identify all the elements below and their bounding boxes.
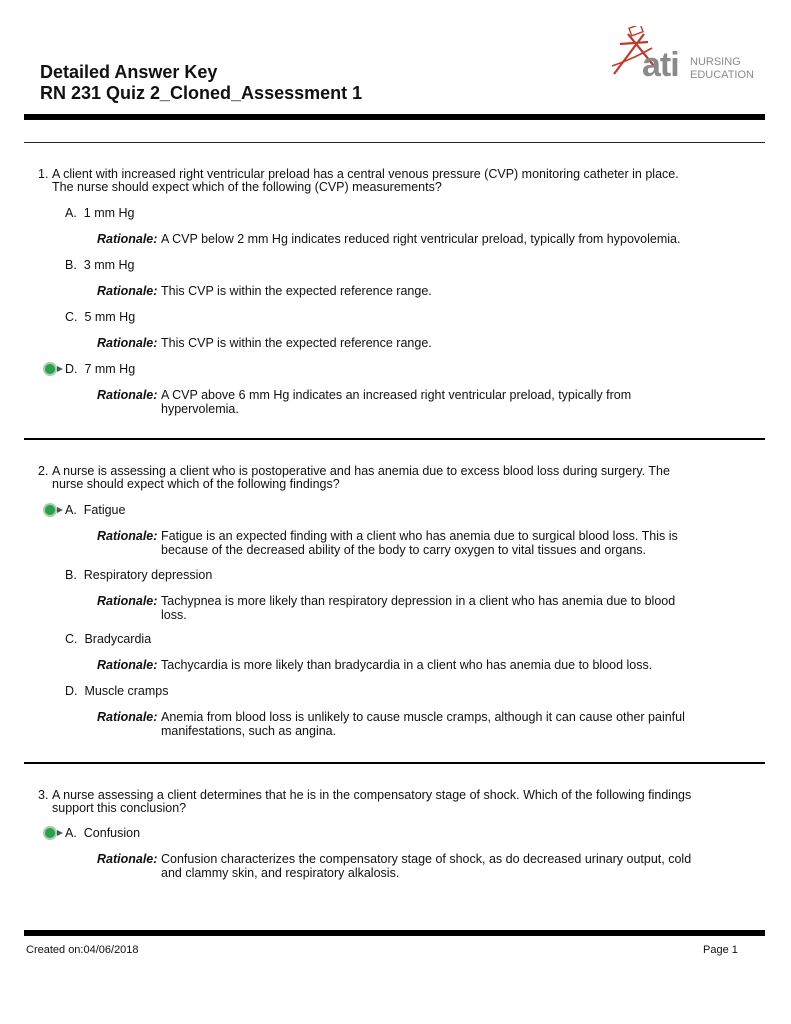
divider [24, 142, 765, 143]
question-text: A nurse is assessing a client who is postoperative and has anemia due to excess blood loss during surgery. The [52, 464, 670, 478]
ati-logo [604, 26, 754, 96]
question-divider [24, 438, 765, 440]
option-text: Fatigue [83, 503, 126, 517]
logo-nursing-text: NURSING [690, 56, 741, 68]
rationale-text: Confusion characterizes the compensatory stage of shock, as do decreased urinary output, cold [161, 852, 692, 866]
rationale [97, 710, 717, 738]
option-letter: D. [65, 684, 78, 698]
footer-rule [24, 930, 765, 936]
option-letter: C. [65, 632, 78, 646]
rationale [97, 388, 717, 416]
rationale-label: Rationale: [97, 284, 158, 298]
option-letter: A. [65, 826, 77, 840]
option-d [65, 684, 169, 698]
rationale-text-cont: hypervolemia. [161, 402, 239, 416]
option-d [65, 362, 135, 376]
rationale-label: Rationale: [97, 658, 158, 672]
question-number: 3. [38, 788, 49, 802]
option-text: 3 mm Hg [83, 258, 135, 272]
option-text: Confusion [83, 826, 141, 840]
rationale-text: This CVP is within the expected reference range. [161, 336, 432, 350]
page-number: Page 1 [703, 944, 738, 956]
rationale-text-cont: manifestations, such as angina. [161, 724, 337, 738]
option-text: 1 mm Hg [83, 206, 135, 220]
header-rule [24, 114, 765, 120]
option-c [65, 632, 151, 646]
question-text: A nurse assessing a client determines that he is in the compensatory stage of shock. Which of the following findings [52, 788, 692, 802]
option-letter: A. [65, 206, 77, 220]
rationale-text: Fatigue is an expected finding with a client who has anemia due to surgical blood loss. This is [161, 529, 678, 543]
option-c [65, 310, 135, 324]
document-title: Detailed Answer Key [40, 62, 218, 82]
rationale-label: Rationale: [97, 232, 158, 246]
rationale-label: Rationale: [97, 710, 158, 724]
rationale-text: Tachycardia is more likely than bradycardia in a client who has anemia due to blood loss. [161, 658, 653, 672]
rationale-label: Rationale: [97, 388, 158, 402]
logo-education-text: EDUCATION [690, 69, 754, 81]
option-a [65, 503, 125, 517]
rationale-label: Rationale: [97, 594, 158, 608]
question-text-cont: nurse should expect which of the following findings? [52, 477, 340, 491]
rationale [97, 852, 717, 880]
option-letter: B. [65, 568, 77, 582]
option-letter: C. [65, 310, 78, 324]
option-b [65, 568, 212, 582]
option-text: 7 mm Hg [84, 362, 136, 376]
logo-ati-text: ati [642, 46, 679, 84]
rationale-text: Anemia from blood loss is unlikely to cause muscle cramps, although it can cause other painful [161, 710, 685, 724]
question-divider [24, 762, 765, 764]
rationale-label: Rationale: [97, 852, 158, 866]
option-letter: A. [65, 503, 77, 517]
rationale-text-cont: because of the decreased ability of the body to carry oxygen to vital tissues and organs. [161, 543, 647, 557]
rationale [97, 594, 717, 622]
question-number: 2. [38, 464, 49, 478]
option-text: Respiratory depression [83, 568, 213, 582]
rationale-text: A CVP below 2 mm Hg indicates reduced right ventricular preload, typically from hypovolemia. [161, 232, 681, 246]
option-text: Muscle cramps [84, 684, 169, 698]
document-subtitle: RN 231 Quiz 2_Cloned_Assessment 1 [40, 83, 363, 103]
option-b [65, 258, 134, 272]
option-a [65, 206, 134, 220]
rationale-text-cont: and clammy skin, and respiratory alkalosis. [161, 866, 400, 880]
option-text: 5 mm Hg [84, 310, 136, 324]
rationale-text: A CVP above 6 mm Hg indicates an increased right ventricular preload, typically from [161, 388, 632, 402]
question-text: A client with increased right ventricular preload has a central venous pressure (CVP) monitoring catheter in place. [52, 167, 679, 181]
rationale-label: Rationale: [97, 336, 158, 350]
question-text-cont: support this conclusion? [52, 801, 187, 815]
rationale-text: Tachypnea is more likely than respiratory depression in a client who has anemia due to blood [161, 594, 676, 608]
rationale-text-cont: loss. [161, 608, 187, 622]
rationale [97, 529, 717, 557]
rationale-label: Rationale: [97, 529, 158, 543]
option-a [65, 826, 140, 840]
question-text-cont: The nurse should expect which of the following (CVP) measurements? [52, 180, 442, 194]
option-letter: B. [65, 258, 77, 272]
question-number: 1. [38, 167, 49, 181]
created-date: Created on:04/06/2018 [26, 944, 139, 956]
rationale-text: This CVP is within the expected reference range. [161, 284, 432, 298]
option-text: Bradycardia [84, 632, 152, 646]
option-letter: D. [65, 362, 78, 376]
